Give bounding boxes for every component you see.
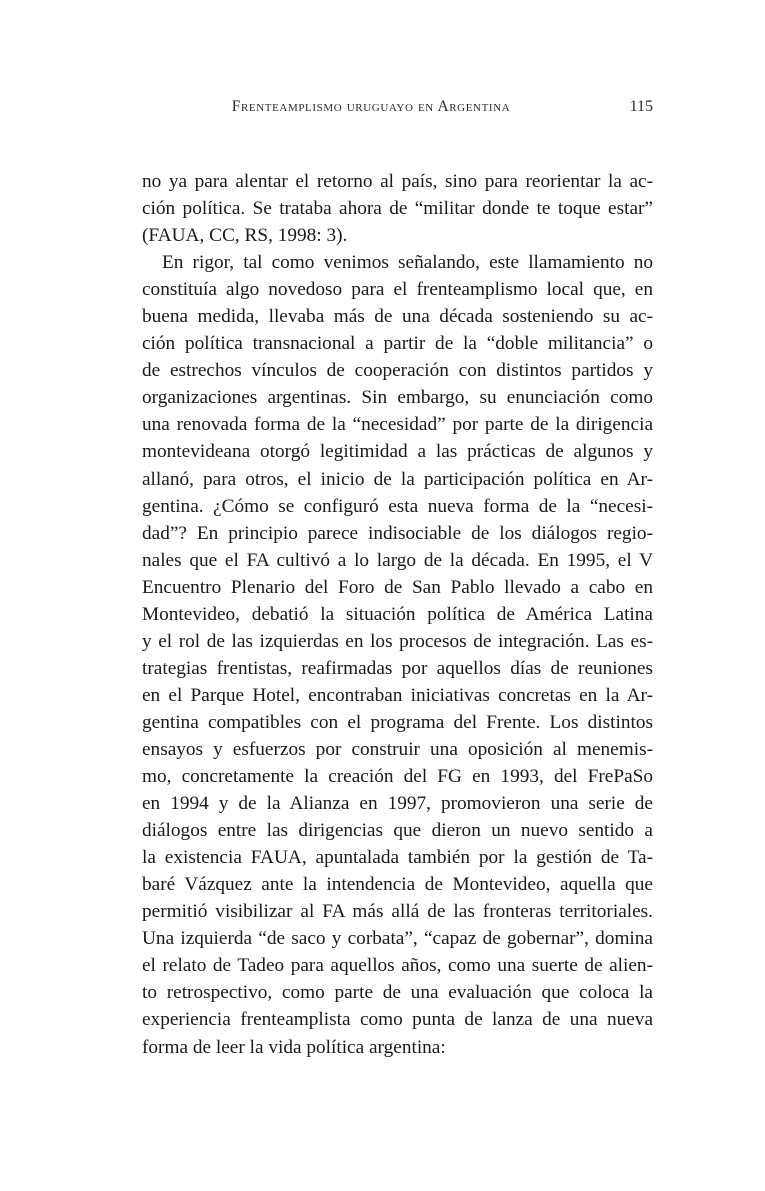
text-line: gentina. ¿Cómo se configuró esta nueva forma de la “necesi- [142, 495, 653, 517]
text-line: allanó, para otros, el inicio de la participación política en Ar- [142, 468, 653, 490]
text-line: ensayos y esfuerzos por construir una oposición al menemis- [142, 738, 653, 760]
text-line: nales que el FA cultivó a lo largo de la década. En 1995, el V [142, 549, 653, 571]
text-line: to retrospectivo, como parte de una evaluación que coloca la [142, 982, 653, 1004]
text-line: mo, concretamente la creación del FG en 1993, del FrePaSo [142, 766, 653, 788]
text-line: no ya para alentar el retorno al país, sino para reorientar la ac- [142, 171, 653, 192]
text-line: diálogos entre las dirigencias que dieron un nuevo sentido a [142, 820, 653, 842]
text-line: montevideana otorgó legitimidad a las prácticas de algunos y [142, 441, 653, 463]
text-line: trategias frentistas, reafirmadas por aquellos días de reuniones [142, 657, 653, 679]
text-line: buena medida, llevaba más de una década sosteniendo su ac- [142, 306, 653, 328]
text-line: Una izquierda “de saco y corbata”, “capaz de gobernar”, domina [142, 928, 653, 950]
text-line: baré Vázquez ante la intendencia de Montevideo, aquella que [142, 874, 653, 896]
text-line: experiencia frenteamplista como punta de lanza de una nueva [142, 1009, 653, 1031]
text-line: Montevideo, debatió la situación política de América Latina [142, 603, 653, 625]
running-head [142, 98, 653, 122]
text-line: (FAUA, CC, RS, 1998: 3). [142, 225, 348, 247]
text-line: permitió visibilizar al FA más allá de las fronteras territoriales. [142, 901, 653, 923]
page-number: 115 [629, 98, 653, 115]
text-line: en 1994 y de la Alianza en 1997, promovieron una serie de [142, 793, 653, 815]
text-line: Encuentro Plenario del Foro de San Pablo llevado a cabo en [142, 576, 653, 598]
text-line: dad”? En principio parece indisociable de los diálogos regio- [142, 522, 653, 544]
text-line: una renovada forma de la “necesidad” por parte de la dirigencia [142, 414, 653, 436]
text-line: el relato de Tadeo para aquellos años, como una suerte de alien- [142, 955, 653, 977]
text-line: en el Parque Hotel, encontraban iniciativas concretas en la Ar- [142, 684, 653, 706]
text-line: forma de leer la vida política argentina: [142, 1036, 446, 1058]
running-title: Frenteamplismo uruguayo en Argentina [231, 98, 511, 115]
text-line: ción política. Se trataba ahora de “militar donde te toque estar” [142, 198, 653, 220]
text-line: y el rol de las izquierdas en los procesos de integración. Las es- [142, 630, 653, 652]
text-line: de estrechos vínculos de cooperación con distintos partidos y [142, 360, 653, 382]
text-line: organizaciones argentinas. Sin embargo, su enunciación como [142, 387, 653, 409]
text-line: constituía algo novedoso para el frenteamplismo local que, en [142, 279, 653, 301]
body-text [142, 168, 653, 1061]
text-line: la existencia FAUA, apuntalada también por la gestión de Ta- [142, 847, 653, 869]
text-line: gentina compatibles con el programa del Frente. Los distintos [142, 711, 653, 733]
text-line: En rigor, tal como venimos señalando, este llamamiento no [162, 252, 653, 274]
text-line: ción política transnacional a partir de la “doble militancia” o [142, 333, 653, 355]
